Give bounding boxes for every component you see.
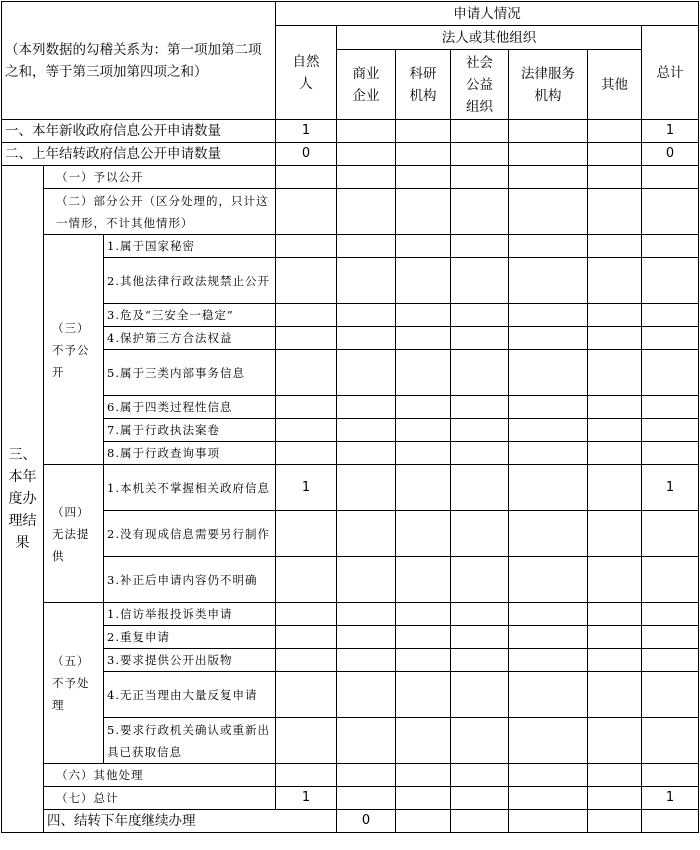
- row-label: （七）总计: [44, 787, 276, 810]
- row-label: 1.属于国家秘密: [104, 235, 276, 258]
- cell-natural: 0: [337, 810, 396, 833]
- table-row: [2, 327, 699, 350]
- table-row: [2, 465, 699, 511]
- cell-total: 1: [642, 120, 699, 143]
- col-commercial: 商业企业: [337, 50, 396, 120]
- table-row: [2, 672, 699, 718]
- table-row: [2, 511, 699, 557]
- col-other: 其他: [588, 50, 642, 120]
- table-row: [2, 166, 699, 189]
- row-label: 4.无正当理由大量反复申请: [104, 672, 276, 718]
- row-label: 2.其他法律行政法规禁止公开: [104, 258, 276, 304]
- row-label: 1.信访举报投诉类申请: [104, 603, 276, 626]
- table-row: [2, 810, 699, 833]
- table-row: [2, 649, 699, 672]
- row-label: 四、结转下年度继续办理: [44, 810, 337, 833]
- cell-total: 1: [642, 787, 699, 810]
- group-label: （五）不予处理: [44, 603, 104, 764]
- cell-natural: 0: [276, 143, 337, 166]
- applicant-header: 申请人情况: [276, 2, 699, 26]
- row-label: 4.保护第三方合法权益: [104, 327, 276, 350]
- col-research: 科研机构: [396, 50, 451, 120]
- table-row: [2, 189, 699, 235]
- row-label: 6.属于四类过程性信息: [104, 396, 276, 419]
- table-row: [2, 258, 699, 304]
- table-row: [2, 764, 699, 787]
- table-row: [2, 120, 699, 143]
- group-label: （四）无法提供: [44, 465, 104, 603]
- cell-natural: 1: [276, 465, 337, 511]
- col-natural: 自然人: [276, 26, 337, 120]
- row-label: 3.要求提供公开出版物: [104, 649, 276, 672]
- row-label: 3.补正后申请内容仍不明确: [104, 557, 276, 603]
- cell-natural: 1: [276, 787, 337, 810]
- row-label: 7.属于行政执法案卷: [104, 419, 276, 442]
- table-row: [2, 419, 699, 442]
- row-label: 一、本年新收政府信息公开申请数量: [2, 120, 276, 143]
- row-label: 5.要求行政机关确认或重新出具已获取信息: [104, 718, 276, 764]
- cell-total: 1: [642, 465, 699, 511]
- row-label: 二、上年结转政府信息公开申请数量: [2, 143, 276, 166]
- cell-natural: 1: [276, 120, 337, 143]
- cell-total: 0: [642, 143, 699, 166]
- row-label: 1.本机关不掌握相关政府信息: [104, 465, 276, 511]
- row-label: 2.没有现成信息需要另行制作: [104, 511, 276, 557]
- table-row: [2, 304, 699, 327]
- table-row: [2, 235, 699, 258]
- row-label: 8.属于行政查询事项: [104, 442, 276, 465]
- table-row: [2, 442, 699, 465]
- col-social: 社会公益组织: [451, 50, 509, 120]
- col-law: 法律服务机构: [509, 50, 588, 120]
- table-row: [2, 143, 699, 166]
- section-three-label: 三、本年度办理结果: [2, 166, 44, 833]
- row-label: （二）部分公开（区分处理的，只计这一情形，不计其他情形）: [44, 189, 276, 235]
- table-note: （本列数据的勾稽关系为：第一项加第二项之和，等于第三项加第四项之和）: [2, 2, 276, 120]
- legal-header: 法人或其他组织: [337, 26, 642, 50]
- row-label: （六）其他处理: [44, 764, 276, 787]
- table-row: [2, 603, 699, 626]
- disclosure-table: [1, 1, 699, 833]
- row-label: 3.危及“三安全一稳定”: [104, 304, 276, 327]
- row-label: 5.属于三类内部事务信息: [104, 350, 276, 396]
- table-row: [2, 787, 699, 810]
- row-label: （一）予以公开: [44, 166, 276, 189]
- table-row: [2, 626, 699, 649]
- table-row: [2, 350, 699, 396]
- row-label: 2.重复申请: [104, 626, 276, 649]
- table-row: [2, 718, 699, 764]
- col-total: 总计: [642, 26, 699, 120]
- table-row: [2, 396, 699, 419]
- table-row: [2, 557, 699, 603]
- group-label: （三）不予公开: [44, 235, 104, 465]
